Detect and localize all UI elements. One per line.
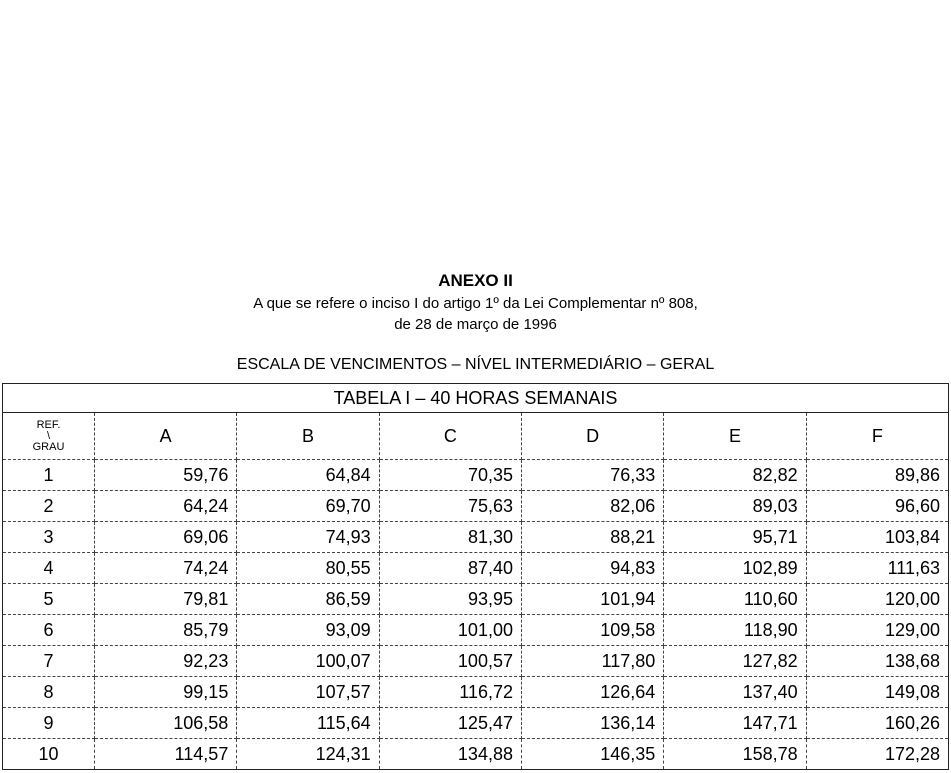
grade-header-c: C [379, 413, 521, 460]
value-cell: 96,60 [806, 491, 948, 522]
table-row [3, 460, 949, 491]
ref-cell: 3 [3, 522, 95, 553]
value-cell: 172,28 [806, 739, 948, 770]
table-row [3, 739, 949, 770]
table-row [3, 553, 949, 584]
value-cell: 129,00 [806, 615, 948, 646]
value-cell: 110,60 [664, 584, 806, 615]
table-row [3, 708, 949, 739]
value-cell: 127,82 [664, 646, 806, 677]
value-cell: 59,76 [95, 460, 237, 491]
value-cell: 118,90 [664, 615, 806, 646]
value-cell: 88,21 [521, 522, 663, 553]
value-cell: 125,47 [379, 708, 521, 739]
ref-grade-corner-header [3, 413, 95, 460]
value-cell: 64,24 [95, 491, 237, 522]
value-cell: 89,86 [806, 460, 948, 491]
value-cell: 160,26 [806, 708, 948, 739]
value-cell: 80,55 [237, 553, 379, 584]
value-cell: 95,71 [664, 522, 806, 553]
value-cell: 116,72 [379, 677, 521, 708]
legal-reference-line-2: de 28 de março de 1996 [394, 316, 557, 333]
value-cell: 124,31 [237, 739, 379, 770]
ref-label: REF. [36, 418, 61, 431]
grade-header-row [3, 413, 949, 460]
value-cell: 107,57 [237, 677, 379, 708]
value-cell: 106,58 [95, 708, 237, 739]
value-cell: 99,15 [95, 677, 237, 708]
value-cell: 101,00 [379, 615, 521, 646]
salary-table [2, 383, 949, 770]
value-cell: 74,93 [237, 522, 379, 553]
value-cell: 114,57 [95, 739, 237, 770]
ref-cell: 1 [3, 460, 95, 491]
value-cell: 93,95 [379, 584, 521, 615]
value-cell: 101,94 [521, 584, 663, 615]
value-cell: 64,84 [237, 460, 379, 491]
value-cell: 79,81 [95, 584, 237, 615]
value-cell: 74,24 [95, 553, 237, 584]
value-cell: 158,78 [664, 739, 806, 770]
value-cell: 100,57 [379, 646, 521, 677]
table-row [3, 615, 949, 646]
value-cell: 126,64 [521, 677, 663, 708]
value-cell: 93,09 [237, 615, 379, 646]
value-cell: 103,84 [806, 522, 948, 553]
value-cell: 92,23 [95, 646, 237, 677]
grade-header-f: F [806, 413, 948, 460]
value-cell: 85,79 [95, 615, 237, 646]
ref-cell: 8 [3, 677, 95, 708]
salary-scale-title: ESCALA DE VENCIMENTOS – NÍVEL INTERMEDIÁRIO – GERAL [236, 356, 715, 373]
grade-header-e: E [664, 413, 806, 460]
backslash-separator: \ [46, 429, 51, 442]
value-cell: 69,70 [237, 491, 379, 522]
value-cell: 146,35 [521, 739, 663, 770]
grade-header-d: D [521, 413, 663, 460]
value-cell: 86,59 [237, 584, 379, 615]
value-cell: 82,06 [521, 491, 663, 522]
value-cell: 102,89 [664, 553, 806, 584]
grade-header-a: A [95, 413, 237, 460]
value-cell: 70,35 [379, 460, 521, 491]
ref-cell: 2 [3, 491, 95, 522]
value-cell: 109,58 [521, 615, 663, 646]
value-cell: 94,83 [521, 553, 663, 584]
value-cell: 136,14 [521, 708, 663, 739]
table-caption-row [3, 384, 949, 413]
value-cell: 81,30 [379, 522, 521, 553]
value-cell: 69,06 [95, 522, 237, 553]
value-cell: 75,63 [379, 491, 521, 522]
ref-cell: 10 [3, 739, 95, 770]
value-cell: 115,64 [237, 708, 379, 739]
grade-header-b: B [237, 413, 379, 460]
value-cell: 82,82 [664, 460, 806, 491]
document-title: ANEXO II [438, 271, 513, 290]
value-cell: 120,00 [806, 584, 948, 615]
value-cell: 149,08 [806, 677, 948, 708]
ref-cell: 5 [3, 584, 95, 615]
value-cell: 134,88 [379, 739, 521, 770]
table-row [3, 491, 949, 522]
table-row [3, 584, 949, 615]
grade-label: GRAU [32, 440, 65, 453]
table-caption: TABELA I – 40 HORAS SEMANAIS [3, 384, 949, 413]
table-row [3, 646, 949, 677]
ref-cell: 6 [3, 615, 95, 646]
table-row [3, 522, 949, 553]
table-row [3, 677, 949, 708]
ref-cell: 4 [3, 553, 95, 584]
legal-reference-line-1: A que se refere o inciso I do artigo 1º da Lei Complementar nº 808, [253, 295, 698, 312]
value-cell: 117,80 [521, 646, 663, 677]
ref-cell: 7 [3, 646, 95, 677]
value-cell: 87,40 [379, 553, 521, 584]
value-cell: 100,07 [237, 646, 379, 677]
value-cell: 76,33 [521, 460, 663, 491]
value-cell: 147,71 [664, 708, 806, 739]
ref-cell: 9 [3, 708, 95, 739]
value-cell: 89,03 [664, 491, 806, 522]
value-cell: 137,40 [664, 677, 806, 708]
value-cell: 138,68 [806, 646, 948, 677]
value-cell: 111,63 [806, 553, 948, 584]
